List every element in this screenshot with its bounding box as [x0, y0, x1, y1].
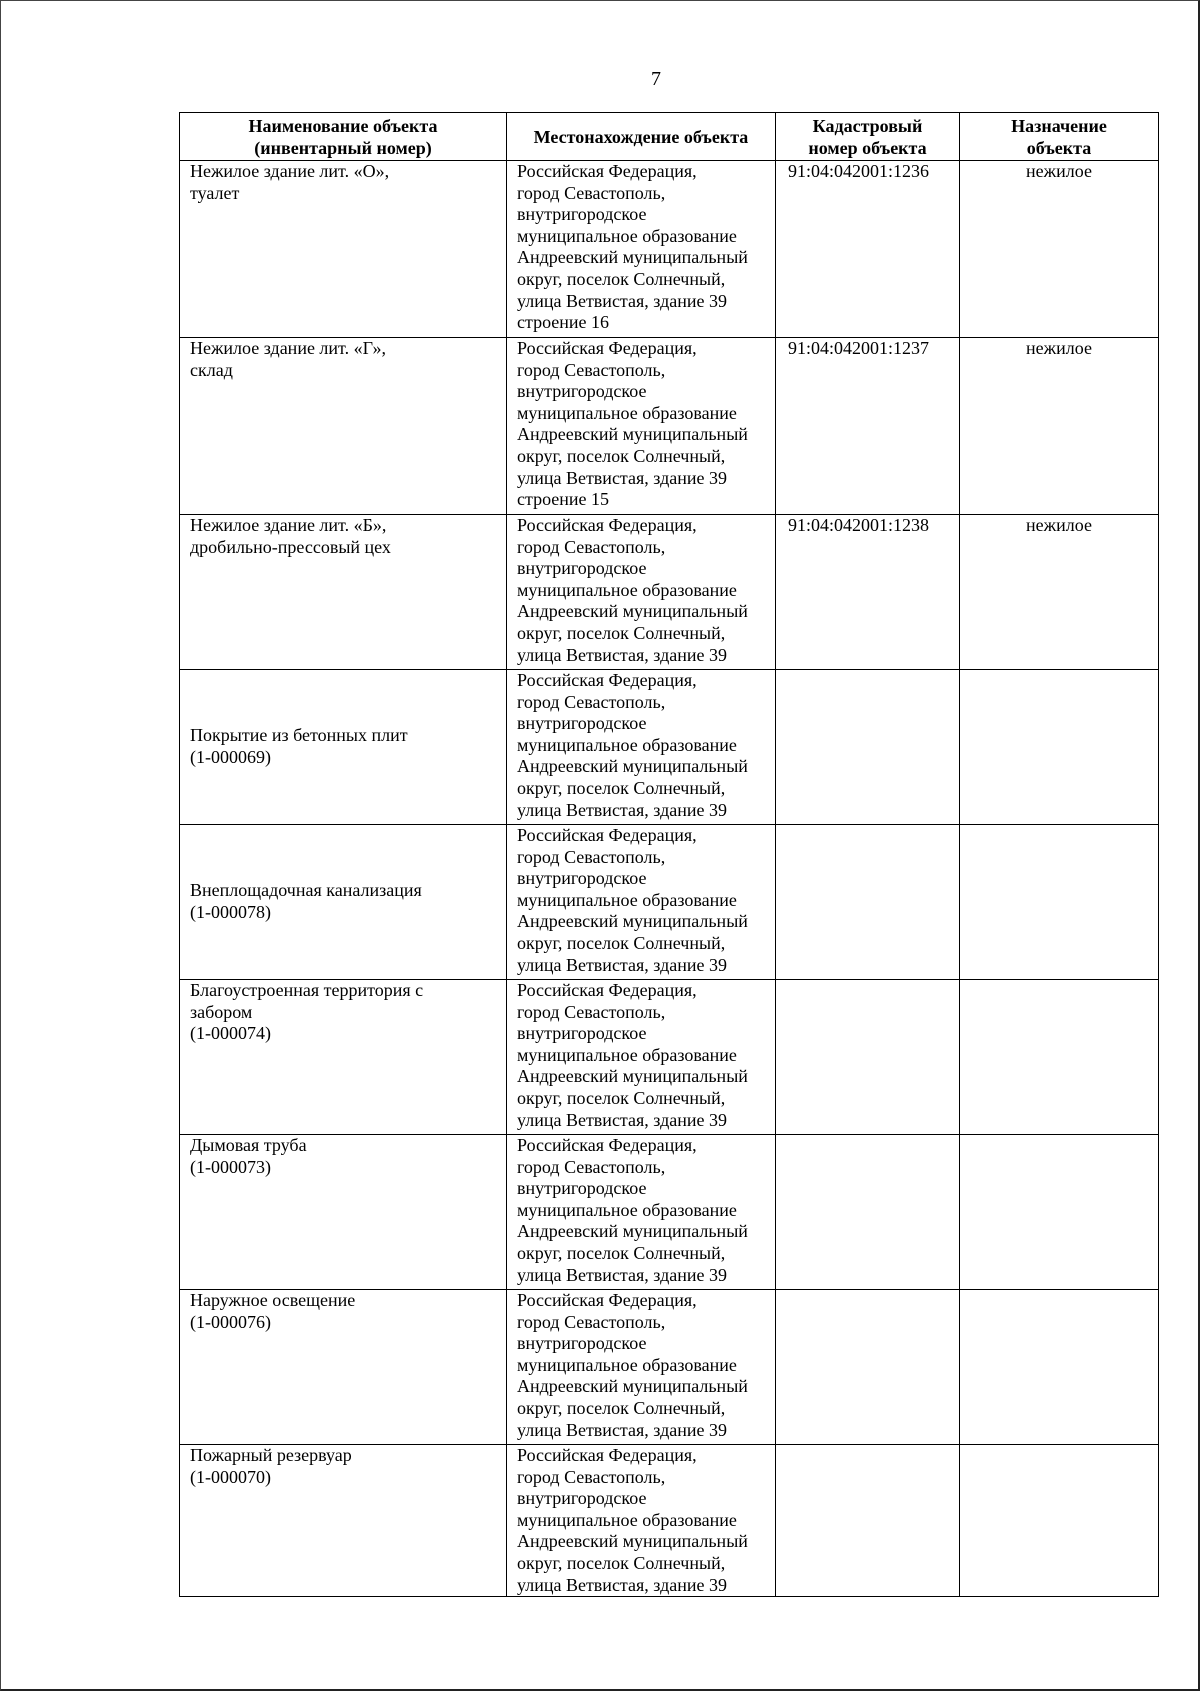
object-location-line: Российская Федерация,: [517, 825, 697, 845]
object-name-line: дробильно-прессовый цех: [190, 536, 391, 557]
object-location-line: город Севастополь,: [517, 359, 666, 380]
header-object-location-text: Местонахождение объекта: [533, 127, 749, 148]
page-number: 7: [651, 68, 661, 90]
object-location-line: строение 16: [517, 312, 610, 333]
object-location-line: улица Ветвистая, здание 39: [517, 644, 727, 665]
object-location-line: муниципальное образование: [517, 1044, 737, 1065]
header-cadastral-line-1: Кадастровый: [812, 116, 923, 137]
object-location-cell: [507, 1290, 776, 1445]
table-row: [180, 825, 1159, 980]
object-location-line: округ, поселок Солнечный,: [517, 268, 726, 289]
object-name-cell: [180, 1290, 507, 1445]
object-location-line: муниципальное образование: [517, 889, 737, 910]
object-location-line: Андреевский муниципальный: [517, 601, 748, 622]
object-location-line: строение 15: [517, 489, 610, 510]
object-name-line: (1-000074): [190, 1023, 271, 1044]
object-name-line: Благоустроенная территория с: [190, 980, 424, 1000]
object-location-cell: [507, 1135, 776, 1290]
object-name-line: (1-000073): [190, 1156, 271, 1177]
table-row: [180, 338, 1159, 515]
object-location-line: город Севастополь,: [517, 846, 666, 867]
cadastral-number-cell: [776, 1290, 960, 1445]
object-location-line: Андреевский муниципальный: [517, 1221, 748, 1242]
object-purpose-cell: [960, 825, 1159, 980]
object-location-line: город Севастополь,: [517, 1156, 666, 1177]
table-body: [180, 161, 1159, 1597]
object-location-line: Российская Федерация,: [517, 1135, 697, 1155]
object-purpose-cell: [960, 1135, 1159, 1290]
table-row: [180, 161, 1159, 338]
object-name-line: Нежилое здание лит. «О»,: [190, 161, 390, 181]
object-location-line: муниципальное образование: [517, 1354, 737, 1375]
object-name-line: забором: [190, 1001, 253, 1022]
header-purpose-line-2: объекта: [1026, 138, 1092, 158]
object-location-line: город Севастополь,: [517, 1311, 666, 1332]
object-location-line: внутригородское: [517, 713, 647, 734]
object-name-cell: [180, 161, 507, 338]
object-location-line: улица Ветвистая, здание 39: [517, 1574, 727, 1595]
object-name-line: (1-000069): [190, 747, 271, 767]
object-location-line: улица Ветвистая, здание 39: [517, 954, 727, 975]
object-location-line: муниципальное образование: [517, 734, 737, 755]
object-location-line: округ, поселок Солнечный,: [517, 1242, 726, 1263]
object-location-line: улица Ветвистая, здание 39: [517, 467, 727, 488]
object-location-line: Андреевский муниципальный: [517, 911, 748, 932]
object-location-line: округ, поселок Солнечный,: [517, 1552, 726, 1573]
table-row: [180, 515, 1159, 670]
object-location-line: улица Ветвистая, здание 39: [517, 1264, 727, 1285]
object-location-line: внутригородское: [517, 558, 647, 579]
object-name-cell: [180, 670, 507, 825]
object-location-line: Андреевский муниципальный: [517, 1376, 748, 1397]
object-location-line: внутригородское: [517, 204, 647, 225]
object-name-cell: [180, 1135, 507, 1290]
object-name-line: Нежилое здание лит. «Б»,: [190, 515, 387, 535]
object-name-cell: [180, 338, 507, 515]
object-location-line: Андреевский муниципальный: [517, 756, 748, 777]
object-name-line: склад: [190, 359, 233, 380]
object-name-line: Пожарный резервуар: [190, 1445, 352, 1465]
object-name-line: Нежилое здание лит. «Г»,: [190, 338, 387, 358]
object-name-cell: [180, 1445, 507, 1597]
object-location-line: Андреевский муниципальный: [517, 1066, 748, 1087]
object-location-line: внутригородское: [517, 1333, 647, 1354]
object-location-line: улица Ветвистая, здание 39: [517, 1109, 727, 1130]
object-location-line: муниципальное образование: [517, 1199, 737, 1220]
object-location-line: округ, поселок Солнечный,: [517, 932, 726, 953]
object-name-line: Наружное освещение: [190, 1290, 356, 1310]
header-object-name-line-1: Наименование объекта: [248, 116, 438, 137]
object-location-line: улица Ветвистая, здание 39: [517, 290, 727, 311]
object-location-line: внутригородское: [517, 1488, 647, 1509]
object-name-line: (1-000076): [190, 1311, 271, 1332]
object-location-cell: [507, 670, 776, 825]
object-name-cell: [180, 515, 507, 670]
object-location-line: Андреевский муниципальный: [517, 247, 748, 268]
object-name-line: Покрытие из бетонных плит: [190, 725, 408, 746]
cadastral-number-cell: 91:04:042001:1236: [776, 161, 960, 338]
object-location-line: округ, поселок Солнечный,: [517, 622, 726, 643]
cadastral-number-cell: [776, 1445, 960, 1597]
table-row: [180, 1135, 1159, 1290]
header-purpose-line-1: Назначение: [1011, 116, 1107, 137]
object-location-line: Андреевский муниципальный: [517, 424, 748, 445]
object-location-cell: [507, 980, 776, 1135]
table-row: [180, 980, 1159, 1135]
object-purpose-cell: [960, 980, 1159, 1135]
object-location-line: округ, поселок Солнечный,: [517, 1087, 726, 1108]
object-location-line: Российская Федерация,: [517, 161, 697, 181]
object-purpose-cell: [960, 1445, 1159, 1597]
cadastral-number-cell: [776, 825, 960, 980]
object-purpose-cell: нежилое: [960, 338, 1159, 515]
object-location-line: Российская Федерация,: [517, 338, 697, 358]
object-name-line: (1-000070): [190, 1466, 271, 1487]
object-name-cell: [180, 980, 507, 1135]
table-row: [180, 1445, 1159, 1597]
object-location-line: город Севастополь,: [517, 1466, 666, 1487]
header-object-purpose: [960, 113, 1159, 161]
object-location-line: улица Ветвистая, здание 39: [517, 799, 727, 820]
object-location-line: округ, поселок Солнечный,: [517, 1397, 726, 1418]
object-location-line: муниципальное образование: [517, 225, 737, 246]
object-location-line: Российская Федерация,: [517, 1445, 697, 1465]
header-object-location: [507, 113, 776, 161]
object-location-line: город Севастополь,: [517, 536, 666, 557]
header-cadastral-number: [776, 113, 960, 161]
object-name-line: Дымовая труба: [190, 1135, 307, 1155]
object-name-line: Внеплощадочная канализация: [190, 880, 422, 901]
object-location-line: Российская Федерация,: [517, 670, 697, 690]
table-row: [180, 1290, 1159, 1445]
object-location-line: муниципальное образование: [517, 402, 737, 423]
object-location-line: округ, поселок Солнечный,: [517, 777, 726, 798]
object-name-cell: [180, 825, 507, 980]
object-location-line: Российская Федерация,: [517, 515, 697, 535]
object-location-line: улица Ветвистая, здание 39: [517, 1419, 727, 1440]
table-header-row: [180, 113, 1159, 161]
cadastral-number-cell: [776, 980, 960, 1135]
object-location-cell: [507, 515, 776, 670]
object-name-line: туалет: [190, 182, 240, 203]
object-location-line: Российская Федерация,: [517, 980, 697, 1000]
object-location-line: внутригородское: [517, 381, 647, 402]
object-location-line: муниципальное образование: [517, 579, 737, 600]
cadastral-number-cell: [776, 1135, 960, 1290]
header-cadastral-line-2: номер объекта: [808, 138, 927, 158]
cadastral-number-cell: 91:04:042001:1238: [776, 515, 960, 670]
cadastral-number-cell: [776, 670, 960, 825]
object-location-line: внутригородское: [517, 868, 647, 889]
object-location-line: Российская Федерация,: [517, 1290, 697, 1310]
object-purpose-cell: нежилое: [960, 515, 1159, 670]
object-location-line: город Севастополь,: [517, 1001, 666, 1022]
object-location-cell: [507, 1445, 776, 1597]
cadastral-number-cell: 91:04:042001:1237: [776, 338, 960, 515]
table-row: [180, 670, 1159, 825]
property-table: [179, 112, 1159, 1597]
object-purpose-cell: [960, 1290, 1159, 1445]
object-location-cell: [507, 338, 776, 515]
object-location-cell: [507, 825, 776, 980]
object-purpose-cell: [960, 670, 1159, 825]
object-location-line: город Севастополь,: [517, 691, 666, 712]
object-location-line: внутригородское: [517, 1023, 647, 1044]
object-location-line: округ, поселок Солнечный,: [517, 445, 726, 466]
header-object-name-line-2: (инвентарный номер): [254, 138, 432, 158]
header-object-name: [180, 113, 507, 161]
object-name-line: (1-000078): [190, 902, 271, 922]
object-location-line: муниципальное образование: [517, 1509, 737, 1530]
object-location-line: Андреевский муниципальный: [517, 1531, 748, 1552]
object-purpose-cell: нежилое: [960, 161, 1159, 338]
object-location-line: внутригородское: [517, 1178, 647, 1199]
object-location-cell: [507, 161, 776, 338]
object-location-line: город Севастополь,: [517, 182, 666, 203]
